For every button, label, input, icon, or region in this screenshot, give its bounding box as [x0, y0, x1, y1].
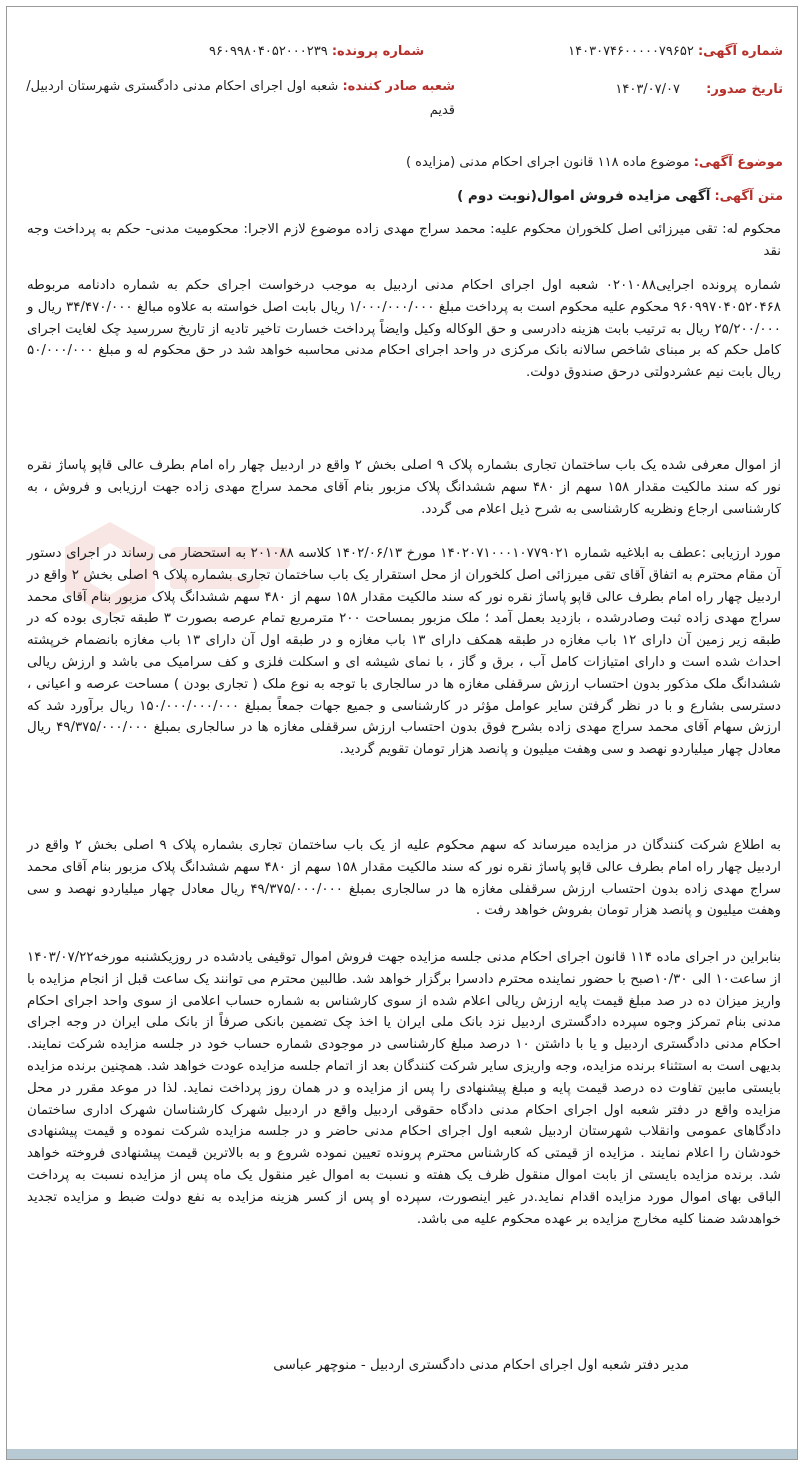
- notice-text-row: [457, 183, 783, 210]
- meta-row-top: [21, 37, 783, 67]
- issuer-label: شعبه صادر کننده:: [342, 79, 455, 94]
- issuer-line1: شعبه اول اجرای احکام مدنی دادگستری شهرستان اردبیل/: [26, 79, 339, 94]
- notice-document: [6, 6, 798, 1460]
- subject-label: موضوع آگهی:: [693, 155, 783, 170]
- paragraph-parties: محکوم له: تقی میرزائی اصل کلخوران محکوم علیه: محمد سراج مهدی زاده موضوع لازم الاجرا: محکومیت مدنی- حکم به پرداخت وجه نقد: [27, 222, 781, 259]
- signature-line: مدیر دفتر شعبه اول اجرای احکام مدنی دادگستری اردبیل - منوچهر عباسی: [273, 1357, 689, 1373]
- issue-date-value: ۱۴۰۳/۰۷/۰۷: [615, 82, 680, 97]
- paragraph-auction-terms: بنابراین در اجرای ماده ۱۱۴ قانون اجرای احکام مدنی جلسه مزایده جهت فروش اموال توقیفی یادشده در روزیکشنبه مورخه۱۴۰۳/۰۷/۲۲ از ساعت۱۰ الی ۱۰/۳۰صبح با حضور نماینده محترم دادسرا برگزار خواهد شد. طالبین محترم می توانند یک ساعت قبل از انجام مزایده با واریز میزان ده در صد مبلغ قیمت پایه ارزش ریالی اعلام شده از سوی کارشناس به شماره حساب اعلامی از سوی واحد اجرای احکام مدنی بنام تمرکز وجوه سپرده دادگستری اردبیل نزد بانک ملی ایران یا اخذ چک تضمین بانکی صرفاً از بانک ملی ایران در وجه اجرای احکام مدنی دادگستری اردبیل و یا با داشتن ۱۰ درصد مبلغ کارشناسی در موجودی شماره حساب خود در جلسه مزایده شرکت نمایند. بدیهی است به استثناء برنده مزایده، وجه واریزی سایر شرکت کنندگان بعد از اتمام جلسه مزایده عودت خواهد شد. همچنین برنده مزایده بایستی مابین تفاوت ده درصد قیمت پایه و مبلغ پیشنهادی را پس از مزایده و در همان روز پرداخت نماید. لذا در موعد مقرر در محل مزایده واقع در دفتر شعبه اول اجرای احکام مدنی دادگاه حقوقی اردبیل واقع در اردبیل شهرک کارشناسان شهرک اداری ساختمان دادگاهای عمومی وانقلاب شهرستان اردبیل شعبه اول اجرای احکام مدنی حاضر و در جلسه مزایده شرکت نموده و قیمت پیشنهادی خودشان را اعلام نمایند . مزایده از قیمتی که کارشناس محترم پرونده تعیین نموده شروع و به بالاترین قیمت پیشنهادی فروخته خواهد شد. برنده مزایده بایستی از بابت اموال منقول ظرف یک هفته و نسبت به اموال غیر منقول یک ماه پس از مزایده نسبت به پرداخت الباقی بهای اموال مورد مزایده اقدام نماید.در غیر اینصورت، سپرده او پس از کسر هزینه مزایده به نفع دولت ضبط و مزایده تجدید خواهدشد ضمنا کلیه مخارج مزایده بر عهده محکوم علیه می باشد.: [27, 950, 781, 1227]
- case-number: [209, 37, 424, 67]
- subject-value: موضوع ماده ۱۱۸ قانون اجرای احکام مدنی (مزایده ): [405, 155, 690, 170]
- paragraph-appraisal: مورد ارزیابی :عطف به ابلاغیه شماره ۱۴۰۲۰۷۱۰۰۰۱۰۷۷۹۰۲۱ مورخ ۱۴۰۲/۰۶/۱۳ کلاسه ۲۰۱۰۸۸ به استحضار می رساند در اجرای دستور آن مقام محترم به اتفاق آقای تقی میرزائی اصل کلخوران از محل استقرار یک باب ساختمان تجاری بشماره پلاک ۹ اصلی بخش ۲ واقع در اردبیل چهار راه امام بطرف عالی قاپو پاساژ نقره نور که سند مالکیت مقدار ۱۵۸ سهم از ۴۸۰ سهم ششدانگ پلاک مزبور بنام آقای محمد سراج مهدی زاده ثبت وصادرشده ، بازدید بعمل آمد ؛ ملک مزبور بمساحت ۲۰۰ مترمربع تمام عرصه بصورت ۳ طبقه تجاری بوده که در طبقه زیر زمین آن دارای ۱۲ باب مغازه در طبقه همکف دارای ۱۳ باب مغازه و در طبقه اول آن دارای ۱۳ باب مغازه بانضمام خرپشته احداث شده است و دارای امتیازات کامل آب ، برق و گاز ، با نمای شیشه ای و اسکلت فلزی و کف سرامیک می باشد و ارزش ریالی ششدانگ ملک مذکور بدون احتساب ارزش سرقفلی مغازه ها در سالجاری با توجه به نوع ملک ( تجاری بودن ) مساحت عرصه و اعیانی ، دسترسی بشارع و با در نظر گرفتن سایر عوامل مؤثر در کارشناسی و جمیع جهات جمعاً بمبلغ ۱۵۰/۰۰۰/۰۰۰/۰۰۰ ریال برآورد شد که ارزش سهام آقای محمد سراج مهدی زاده بشرح فوق بدون احتساب ارزش سرقفلی مغازه ها در سالجاری بمبلغ ۴۹/۳۷۵/۰۰۰/۰۰۰ ریال معادل چهار میلیاردو نهصد و سی وهفت میلیون و پانصد هزار تومان تقویم گردید.: [27, 546, 782, 758]
- case-number-value: ۹۶۰۹۹۸۰۴۰۵۲۰۰۰۲۳۹: [209, 44, 328, 59]
- issuer-line2: قدیم: [429, 103, 455, 118]
- bottom-bar: [7, 1449, 797, 1459]
- issuer-block: [15, 75, 455, 123]
- notice-number-label: شماره آگهی:: [697, 44, 783, 59]
- paragraph-announcement: به اطلاع شرکت کنندگان در مزایده میرساند که سهم محکوم علیه از یک باب ساختمان تجاری بشماره پلاک ۹ اصلی بخش ۲ واقع در اردبیل چهار راه امام بطرف عالی قاپو پاساژ نقره نور که سند مالکیت مقدار ۱۵۸ سهم از ۴۸۰ سهم ششدانگ پلاک مزبور بنام آقای محمد سراج مهدی زاده بدون احتساب ارزش سرقفلی مغازه ها در سالجاری بمبلغ ۴۹/۳۷۵/۰۰۰/۰۰۰ ریال معادل چهار میلیاردو نهصد و سی وهفت میلیون و پانصد هزار تومان بفروش خواهد رفت .: [27, 838, 782, 919]
- notice-number-value: ۱۴۰۳۰۷۴۶۰۰۰۰۰۷۹۶۵۲: [568, 44, 694, 59]
- notice-text-label: متن آگهی:: [714, 189, 783, 204]
- paragraph-property: از اموال معرفی شده یک باب ساختمان تجاری بشماره پلاک ۹ اصلی بخش ۲ واقع در اردبیل چهار راه امام بطرف عالی قاپو پاساژ نقره نور که سند مالکیت مقدار ۱۵۸ سهم از ۴۸۰ سهم ششدانگ پلاک مزبور بنام آقای محمد سراج مهدی زاده جهت ارزیابی و فروش ، به کارشناسی ارجاع ونظریه کارشناسی به شرح ذیل اعلام می گردد.: [27, 458, 781, 517]
- issue-date-label: تاریخ صدور:: [706, 82, 783, 97]
- case-number-label: شماره پرونده:: [331, 44, 425, 59]
- notice-title: آگهی مزایده فروش اموال(نوبت دوم ): [457, 188, 711, 204]
- subject-row: [406, 151, 783, 175]
- issue-date: [615, 75, 783, 105]
- paragraph-case: شماره پرونده اجرایی۰۲۰۱۰۸۸ شعبه اول اجرای احکام مدنی اردبیل به موجب درخواست اجرای حکم به شماره دادنامه مربوطه ۹۶۰۹۹۷۰۴۰۵۲۰۴۶۸ محکوم علیه محکوم است به پرداخت مبلغ ۱/۰۰۰/۰۰۰/۰۰۰ ریال بابت اصل خواسته به علاوه مبالغ ۳۴/۴۷۰/۰۰۰ ریال و ۲۵/۲۰۰/۰۰۰ ریال به ترتیب بابت هزینه دادرسی و حق الوکاله وکیل وایضاً پرداخت خسارت تاخیر تادیه از تاریخ سررسید چک لغایت اجرای کامل حکم که بر مبنای شاخص سالانه بانک مرکزی در واحد اجرای احکام مدنی محاسبه خواهد شد در حق محکوم له و مبلغ ۵۰/۰۰۰/۰۰۰ ریال بابت نیم عشردولتی درحق صندوق دولت.: [27, 278, 781, 381]
- notice-number: [568, 37, 783, 67]
